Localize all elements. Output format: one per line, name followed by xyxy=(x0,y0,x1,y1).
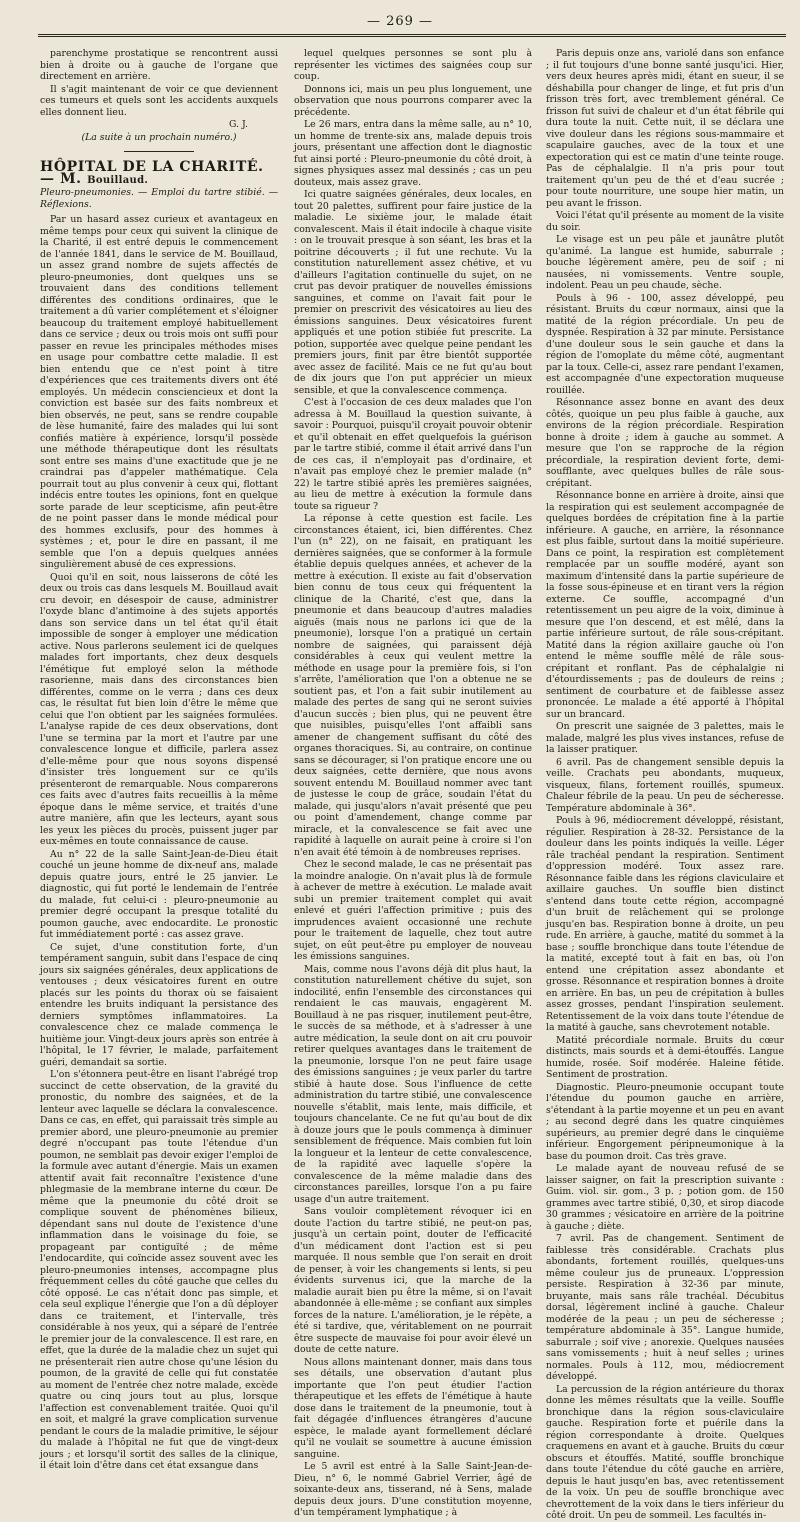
section-title-text: HÔPITAL DE LA CHARITÉ. — M. xyxy=(40,159,264,187)
column-1 xyxy=(40,48,278,1471)
paragraph: Le visage est un peu pâle et jaunâtre plutôt qu'animé. La langue est humide, saburrale ; bouche légèrement amère, peu de soif ; ni nausées, ni vomissements. Ventre souple, indolent. Peau un peu chaude, sèche. xyxy=(546,234,784,291)
paragraph: Voici l'état qu'il présente au moment de la visite du soir. xyxy=(546,210,784,233)
paragraph: La percussion de la région antérieure du thorax donne les mêmes résultats que la veille. Souffle bronchique dans la région sous-claviculaire gauche. Respiration forte et puérile dans la région correspondante à droite. Quelques craquemens en avant et à gauche. Bruits du cœur obscurs et étouffés. Matité, souffle bronchique dans toute l'étendue du côté gauche en arrière, depuis le haut jusqu'en bas, avec retentissement de la voix. Un peu de souffle bronchique avec chevrottement de la voix dans le tiers inférieur du côté droit. Un peu de sommeil. Les facultés in- xyxy=(546,1383,784,1521)
paragraph: Résonnance bonne en arrière à droite, ainsi que la respiration qui est seulement accompagnée de quelques bordées de crépitation fine à la partie inférieure. A gauche, en arrière, la résonnance est plus faible, surtout dans la moitié supérieure. Dans ce point, la respiration est complètement remplacée par un souffle modéré, ayant son maximum d'intensité dans la partie supérieure de la fosse sous-épineuse et en tirant vers la région externe. Ce souffle, accompagné d'un retentissement un peu aigre de la voix, diminue à mesure que l'on descend, et est mêlé, dans la partie inférieure surtout, de râle sous-crépitant. Matité dans la région axillaire gauche où l'on entend le même souffle mêlé de râle sous-crépitant et ronflant. Pas de céphalalgie ni d'étourdissements ; pas de douleurs de reins ; sentiment de courbature et de faiblesse assez prononcée. Le malade a été apporté à l'hôpital sur un brancard. xyxy=(546,490,784,720)
header-rule xyxy=(38,34,786,37)
paragraph: La réponse à cette question est facile. Les circonstances étaient, ici, bien différentes. Chez l'un (n° 22), on ne faisait, en pratiquant les dernières saignées, que se conformer à la formule établie depuis quelques années, et achever de la mettre à exécution. Il existe au fait d'observation bien connu de tous ceux qui fréquentent la clinique de la Charité, c'est que, dans la pneumonie et dans beaucoup d'autres maladies aiguës (mais nous ne parlons ici que de la pneumonie), lorsque l'on a pratiqué un certain nombre de saignées, qui paraissent déjà considérables à ceux qui veulent mettre la méthode en usage pour la première fois, si l'on s'arrête, l'amélioration que l'on a obtenue ne se soutient pas, et l'on a fait subir inutilement au malade des pertes de sang qui ne seront suivies d'aucun succès ; bien plus, qui ne peuvent être que nuisibles, puisqu'elles l'ont affaibli sans amener de changement suffisant du côté des organes thoraciques. Si, au contraire, on continue sans se décourager, si l'on pratique encore une ou deux saignées, cette dernière, que nous avons souvent entendu M. Bouillaud nommer avec tant de justesse le coup de grâce, soudain l'état du malade, qui jusqu'alors n'avait présenté que peu ou point d'amendement, change comme par miracle, et la convalescence se fait avec une rapidité à laquelle on aurait peine à croire si l'on n'en avait été témoin à de nombreuses reprises. xyxy=(294,513,532,858)
section-author: Bouillaud. xyxy=(87,174,149,186)
paragraph: Le 26 mars, entra dans la même salle, au n° 10, un homme de trente-six ans, malade depuis trois jours, présentant une affection dont le diagnostic fut ainsi porté : Pleuro-pneumonie du côté droit, à signes physiques assez mal dessinés ; cas un peu douteux, mais assez grave. xyxy=(294,119,532,188)
section-subtitle: Pleuro-pneumonies. — Emploi du tartre stibié. — Réflexions. xyxy=(40,187,278,210)
paragraph: On prescrit une saignée de 3 palettes, mais le malade, malgré les plus vives instances, refuse de la laisser pratiquer. xyxy=(546,721,784,755)
paragraph: Résonnance assez bonne en avant des deux côtés, quoique un peu plus faible à gauche, aux environs de la région précordiale. Respiration bonne à droite ; idem à gauche au sommet. A mesure que l'on se rapproche de la région précordiale, la respiration devient forte, demi-soufflante, avec quelques bulles de râle sous-crépitant. xyxy=(546,397,784,489)
paragraph: Chez le second malade, le cas ne présentait pas la moindre analogie. On n'avait plus là de formule à achever de mettre à exécution. Le malade avait subi un premier traitement complet qui avait enlevé et guéri l'affection primitive ; puis des imprudences avaient occasionné une rechute pour le traitement de laquelle, chez tout autre sujet, on eût peut-être pu employer de nouveau les émissions sanguines. xyxy=(294,859,532,962)
paragraph: Pouls à 96 - 100, assez développé, peu résistant. Bruits du cœur normaux, ainsi que la matité de la région précordiale. Un peu de dyspnée. Respiration à 32 par minute. Persistance d'une douleur sous le sein gauche et dans la région de l'omoplate du même côté, augmentant par la toux. Celle-ci, assez rare pendant l'examen, est accompagnée d'une expectoration muqueuse rouillée. xyxy=(546,292,784,396)
paragraph: Ici quatre saignées générales, deux locales, en tout 20 palettes, suffirent pour faire justice de la maladie. Le sixième jour, le malade était convalescent. Mais il était indocile à chaque visite : on le trouvait presque à son séant, les bras et la poitrine découverts ; il fut une rechute. Vu la constitution naturellement assez chétive, et vu d'ailleurs l'agitation continuelle du sujet, on ne crut pas devoir pratiquer de nouvelles émissions sanguines, et comme on l'avait fait pour le premier on prescrivit des vésicatoires au lieu des émissions sanguines. Deux vésicatoires furent appliqués et une potion stibiée fut prescrite. La potion, supportée avec quelque peine pendant les premiers jours, finit par être bientôt supportée avec assez de facilité. Mais ce ne fut qu'au bout de dix jours que l'on put apprécier un mieux sensible, et que la convalescence commença. xyxy=(294,189,532,396)
paragraph: Mais, comme nous l'avons déjà dit plus haut, la constitution naturellement chétive du sujet, son indocilité, enfin l'ensemble des circonstances qui rendaient le cas mauvais, engagèrent M. Bouillaud à ne pas risquer, inutilement peut-être, le succès de sa méthode, et à s'adresser à une autre médication, la seule dont on ait cru pouvoir retirer quelques avantages dans le traitement de la pneumonie, lorsque l'on ne peut faire usage des émissions sanguines ; je veux parler du tartre stibié à haute dose. Sous l'influence de cette administration du tartre stibié, une convalescence nouvelle s'établit, mais lente, mais difficile, et toujours chancelante. Ce ne fut qu'au bout de dix à douze jours que le pouls commença à diminuer sensiblement de fréquence. Mais combien fut loin la longueur et la lenteur de cette convalescence, de la rapidité avec laquelle s'opère la convalescence de la même maladie dans des circonstances pareilles, lorsque l'on a pu faire usage d'un autre traitement. xyxy=(294,963,532,1205)
section-title xyxy=(40,159,278,187)
signature: G. J. xyxy=(229,119,248,130)
section-divider xyxy=(124,151,194,152)
paragraph: Matité précordiale normale. Bruits du cœur distincts, mais sourds et à demi-étouffés. Langue humide, rosée. Soif modérée. Haleine fétide. Sentiment de prostration. xyxy=(546,1034,784,1080)
paragraph: Pouls à 96, médiocrement développé, résistant, régulier. Respiration à 28-32. Persistance de la douleur dans les points indiqués la veille. Léger râle trachéal pendant la respiration. Sentiment d'oppression modéré. Toux assez rare. Résonnance faible dans les régions claviculaire et axillaire gauches. Un souffle bien distinct s'entend dans toute cette région, accompagné d'un bruit de relâchement qui se prolonge jusqu'en bas. Respiration bonne à droite, un peu rude. En arrière, à gauche, matité du sommet à la base ; souffle bronchique dans toute l'étendue de la matité, excepté tout à fait en bas, où l'on entend une crépitation assez abondante et grosse. Résonnance et respiration bonnes à droite en arrière. En bas, un peu de crépitation à bulles assez grosses, pendant l'inspiration seulement. Retentissement de la voix dans toute l'étendue de la matité à gauche, sans chevrotement notable. xyxy=(546,815,784,1033)
paragraph: L'on s'étonnera peut-être en lisant l'abrégé trop succinct de cette observation, de la gravité du pronostic, du nombre des saignées, et de la lenteur avec laquelle se déclara la convalescence. Dans ce cas, en effet, qui paraissait très simple au premier abord, une pleuro-pneumonie au premier degré n'occupant pas toute l'étendue d'un poumon, ne semblait pas devoir exiger l'emploi de la formule avec autant d'énergie. Mais un examen attentif avait fait reconnaître l'existence d'une phlegmasie de la membrane interne du cœur. De même que la pneumonie du côté droit se complique souvent de phénomènes bilieux, dépendant sans nul doute de l'existence d'une inflammation dans le voisinage du foie, se propageant par contiguïté ; de même l'endocardite, qui coïncide assez souvent avec les pleuro-pneumonies intenses, accompagne plus fréquemment celles du côté gauche que celles du côté opposé. Le cas n'était donc pas simple, et cela seul explique l'énergie que l'on a dû déployer dans ce traitement, et l'intervalle, très considérable à nos yeux, qui a séparé de l'entrée le premier jour de la convalescence. Il est rare, en effet, que la durée de la maladie chez un sujet qui ne présenterait rien autre chose qu'une lésion du poumon, de la gravité de celle qui fut constatée au moment de l'entrée chez notre malade, excède quatre ou cinq jours tout au plus, lorsque l'affection est convenablement traitée. Quoi qu'il en soit, et malgré la grave complication survenue pendant le cours de la maladie primitive, le séjour du malade à l'hôpital ne fut que de vingt-deux jours ; et lorsqu'il sortit des salles de la clinique, il était loin d'être dans cet état exsangue dans xyxy=(40,1069,278,1471)
continued-note: (La suite à un prochain numéro.) xyxy=(81,131,237,143)
paragraph: Nous allons maintenant donner, mais dans tous ses détails, une observation d'autant plus importante que l'on peut étudier l'action thérapeutique et les effets de l'émétique à haute dose dans le traitement de la pneumonie, tout à fait dégagée d'influences étrangères d'aucune espèce, le malade ayant formellement déclaré qu'il ne voulait se soumettre à aucune émission sanguine. xyxy=(294,1356,532,1460)
paragraph: Il s'agit maintenant de voir ce que deviennent ces tumeurs et quels sont les accidents auxquels elles donnent lieu. xyxy=(40,83,278,118)
paragraph: Donnons ici, mais un peu plus longuement, une observation que nous pourrons comparer avec la précédente. xyxy=(294,83,532,118)
paragraph: Diagnostic. Pleuro-pneumonie occupant toute l'étendue du poumon gauche en arrière, s'étendant à la partie moyenne et un peu en avant ; au second degré dans les quatre cinquièmes supérieurs, au premier degré dans le cinquième inférieur. Engorgement péripneumonique à la base du poumon droit. Cas très grave. xyxy=(546,1081,784,1162)
paragraph: Ce sujet, d'une constitution forte, d'un tempérament sanguin, subit dans l'espace de cinq jours six saignées générales, deux applications de ventouses ; deux vésicatoires furent en outre placés sur les points du thorax où se faisaient entendre les bruits indiquant la persistance des derniers symptômes inflammatoires. La convalescence chez ce malade commença le huitième jour. Vingt-deux jours après son entrée à l'hôpital, le 17 février, le malade, parfaitement guéri, demandait sa sortie. xyxy=(40,941,278,1068)
paragraph: parenchyme prostatique se rencontrent aussi bien à droite ou à gauche de l'organe que directement en arrière. xyxy=(40,48,278,82)
paragraph: 7 avril. Pas de changement. Sentiment de faiblesse très considérable. Crachats plus abondants, fortement rouillés, quelques-uns même couleur jus de pruneaux. L'oppression persiste. Respiration à 32-36 par minute, bruyante, mais sans râle trachéal. Décubitus dorsal, légèrement incliné à gauche. Chaleur modérée de la peau ; un peu de sécheresse ; température abdominale à 35°. Langue humide, saburrale ; soif vive ; anorexie. Quelques nausées sans vomissements ; huit à neuf selles ; urines normales. Pouls à 112, mou, médiocrement développé. xyxy=(546,1233,784,1382)
text-columns xyxy=(40,48,796,1521)
paragraph: C'est à l'occasion de ces deux malades que l'on adressa à M. Bouillaud la question suivante, à savoir : Pourquoi, puisqu'il croyait pouvoir obtenir et qu'il obtenait en effet quelquefois la guérison par le tartre stibié, comme il était arrivé dans l'un de ces cas, il n'employait pas d'ordinaire, et n'avait pas employé chez le premier malade (n° 22) le tartre stibié après les premières saignées, au lieu de mettre à exécution la formule dans toute sa rigueur ? xyxy=(294,397,532,512)
paragraph: Paris depuis onze ans, variolé dans son enfance ; il fut toujours d'une bonne santé jusqu'ici. Hier, vers deux heures après midi, étant en sueur, il se déshabilla pour changer de linge, et fut pris d'un frisson très fort, avec tremblement général. Ce frisson fut suivi de chaleur et d'un état fébrile qui dura toute la nuit. Cette nuit, il se déclara une vive douleur dans les régions sous-mammaire et scapulaire gauches, avec de la toux et une expectoration qui est ce matin d'une teinte rouge. Pas de céphalalgie. Il n'a pris pour tout traitement qu'un peu de thé et d'eau sucrée ; pour toute nourriture, une soupe hier matin, un peu avant le frisson. xyxy=(546,48,784,209)
paragraph: Au n° 22 de la salle Saint-Jean-de-Dieu était couché un jeune homme de dix-neuf ans, malade depuis quatre jours, entré le 25 janvier. Le diagnostic, qui fut porté le lendemain de l'entrée du malade, fut celui-ci : pleuro-pneumonie au premier degré occupant la presque totalité du poumon gauche, avec endocardite. Le pronostic fut immédiatement porté : cas assez grave. xyxy=(40,848,278,940)
paragraph: Le 5 avril est entré à la Salle Saint-Jean-de-Dieu, n° 6, le nommé Gabriel Verrier, âgé de soixante-deux ans, tisserand, né à Sens, malade depuis deux jours. D'une constitution moyenne, d'un tempérament lymphatique ; à xyxy=(294,1461,532,1518)
page-number: — 269 — xyxy=(366,14,434,29)
paragraph: Le malade ayant de nouveau refusé de se laisser saigner, on fait la prescription suivante : Guim. viol. sir. gom., 3 p. ; potion gom. de 150 grammes avec tartre stibié, 0,30, et sirop diacode 30 grammes ; vésicatoire en arrière de la poitrine à gauche ; diète. xyxy=(546,1163,784,1232)
paragraph: Sans vouloir complètement révoquer ici en doute l'action du tartre stibié, ne peut-on pas, jusqu'à un certain point, douter de l'efficacité d'un médicament dont l'action est si peu marquée. Il nous semble que l'on serait en droit de penser, à voir les changements si lents, si peu évidents survenus ici, que la marche de la maladie aurait bien pu être la même, si on l'avait abandonnée à elle-même ; se confiant aux simples forces de la nature. L'amélioration, je le répète, a été si tardive, que, véritablement on ne pourrait être suspecte de mauvaise foi pour avoir élevé un doute de cette nature. xyxy=(294,1206,532,1355)
paragraph: 6 avril. Pas de changement sensible depuis la veille. Crachats peu abondants, muqueux, visqueux, filans, fortement rouillés, spumeux. Chaleur fébrile de la peau. Un peu de sécheresse. Température abdominale à 36°. xyxy=(546,756,784,814)
column-2 xyxy=(294,48,532,1518)
paragraph: lequel quelques personnes se sont plu à représenter les victimes des saignées coup sur coup. xyxy=(294,48,532,82)
paragraph: Par un hasard assez curieux et avantageux en même temps pour ceux qui suivent la clinique de la Charité, il est entré depuis le commencement de l'année 1841, dans le service de M. Bouillaud, un assez grand nombre de sujets affectés de pleuro-pneumonies, dont quelques uns se trouvaient dans des conditions tellement différentes des conditions ordinaires, que le traitement a dû varier complétement et s'éloigner beaucoup du traitement employé habituellement dans ce service ; deux ou trois mois ont suffi pour passer en revue les principales méthodes mises en usage pour combattre cette maladie. Il est bien entendu que ce n'est point à titre d'expériences que ces traitements divers ont été employés. Un médecin consciencieux et dont la conviction est basée sur des faits nombreux et bien observés, ne peut, sans se rendre coupable de lèse humanité, faire des malades qui lui sont confiés matière à expérience, lorsqu'il possède une méthode thérapeutique dont les résultats sont entre ses mains d'une exactitude que je ne craindrai pas d'appeler mathématique. Cela pourrait tout au plus convenir à ceux qui, flottant indécis entre toutes les opinions, font en quelque sorte parade de leur scepticisme, afin peut-être de ne point passer dans le monde médical pour des hommes exclusifs, pour des hommes à systèmes ; et, pour le dire en passant, il me semble que l'on a depuis quelques années singulièrement abusé de ces expressions. xyxy=(40,214,278,570)
paragraph: Quoi qu'il en soit, nous laisserons de côté les deux ou trois cas dans lesquels M. Bouillaud avait cru devoir, en désespoir de cause, administrer l'oxyde blanc d'antimoine à des sujets apportés dans son service dans un tel état qu'il était impossible de songer à employer une médication active. Nous parlerons seulement ici de quelques malades fort importants, chez deux desquels l'émétique fut employé selon la méthode rasorienne, mais dans des circonstances bien différentes, comme on le verra ; dans ces deux cas, le résultat fut bien loin d'être le même que celui que l'on obtient par les saignées formulées. L'analyse rapide de ces deux observations, dont l'une se termina par la mort et l'autre par une convalescence longue et difficile, parlera assez d'elle-même pour que nous soyons dispensé d'insister très longuement sur ce qu'ils présenteront de remarquable. Nous comparerons ces faits avec d'autres faits recueillis à la même époque dans le même service, et traités d'une autre manière, afin que les lecteurs, ayant sous les yeux les pièces du procès, puissent juger par eux-mêmes en toute connaissance de cause. xyxy=(40,571,278,847)
column-3 xyxy=(546,48,784,1521)
